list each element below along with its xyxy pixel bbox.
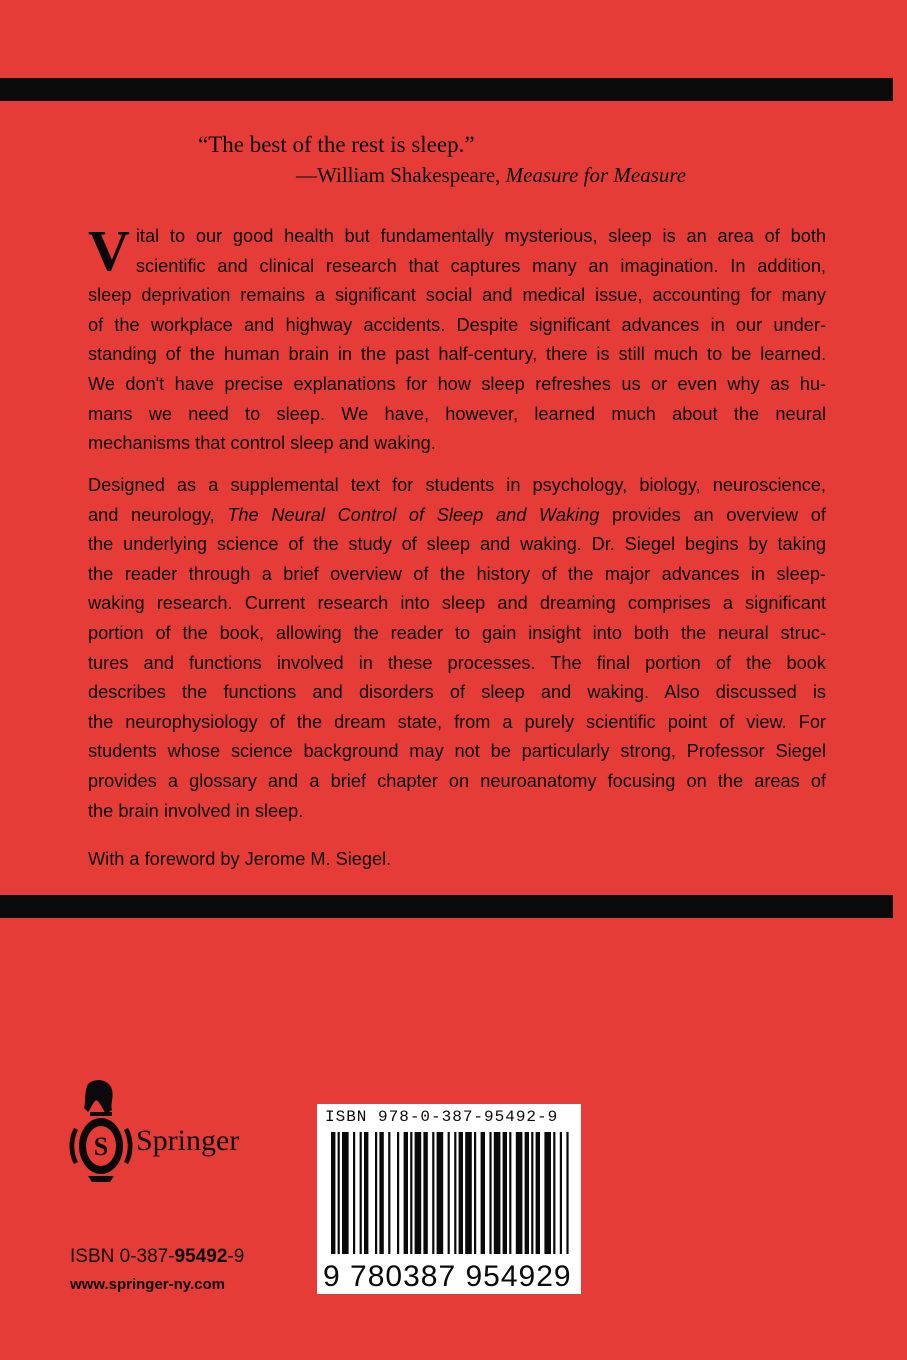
text-line: of the workplace and highway accidents. Despite significant advances in our under- [88,314,826,335]
barcode-bar [531,1132,533,1254]
barcode-bar [489,1132,491,1254]
text-line: standing of the human brain in the past half-century, there is still much to be learned. [88,344,826,365]
barcode-bar [553,1132,555,1254]
barcode-label [317,1104,581,1294]
barcode-bar [525,1132,529,1254]
barcode-bar [536,1132,540,1254]
barcode-bar [481,1132,485,1254]
text-line: and neurology, The Neural Control of Sleep and Waking provides an overview of [88,504,826,525]
text-line: tures and functions involved in these processes. The final portion of the book [88,652,826,673]
publisher-url: www.springer-ny.com [70,1276,226,1293]
book-title: The Neural Control of Sleep and Waking [227,504,600,525]
publisher-name: Springer [136,1124,240,1157]
top-black-band [0,78,893,101]
foreword-line: With a foreword by Jerome M. Siegel. [88,849,392,869]
barcode-bar [415,1132,422,1254]
barcode-digits: 9 780387 954929 [323,1260,572,1293]
barcode-bar [516,1132,523,1254]
epigraph-quote: “The best of the rest is sleep.” [198,132,475,157]
text-line: mechanisms that control sleep and waking. [88,433,436,454]
barcode-bar [404,1132,408,1254]
text-line: the reader through a brief overview of the history of the major advances in sleep- [88,563,826,584]
text-line: sleep deprivation remains a significant social and medical issue, accounting for many [88,285,826,306]
barcode-bar [338,1132,340,1254]
barcode-bar [494,1132,501,1254]
text-line: provides a glossary and a brief chapter on neuroanatomy focusing on the areas of [88,770,826,791]
text-line: ital to our good health but fundamentally mysterious, sleep is an area of both [135,226,826,246]
text-line: portion of the book, allowing the reader to gain insight into both the neural struc- [88,622,826,643]
barcode-bar [437,1132,444,1254]
barcode-bar [342,1132,349,1254]
barcode-bar [331,1132,335,1254]
barcode-bar [454,1132,456,1254]
barcode-bar [432,1132,434,1254]
text-line: waking research. Current research into sleep and dreaming comprises a significant [88,593,826,614]
barcode-bar [465,1132,472,1254]
barcode-bar [423,1132,427,1254]
description-paragraph-2 [88,471,826,826]
description-paragraph-1 [88,218,826,459]
text-line: We don't have precise explanations for how sleep refreshes us or even why as hu- [88,373,826,394]
text-line: the brain involved in sleep. [88,800,304,821]
text-line: scientific and clinical research that captures many an imagination. In addition, [135,255,826,276]
barcode-bar [503,1132,507,1254]
text-line: describes the functions and disorders of sleep and waking. Also discussed is [88,682,826,703]
svg-text:S: S [93,1132,109,1161]
barcode-isbn-13: ISBN 978-0-387-95492-9 [325,1108,559,1126]
text-line: Designed as a supplemental text for students in psychology, biology, neuroscience, [88,475,826,495]
barcode-bar [448,1132,450,1254]
text-line: students whose science background may not be particularly strong, Professor Siegel [88,741,826,762]
barcode-bar [544,1132,551,1254]
barcode-bar [410,1132,412,1254]
epigraph-work: Measure for Measure [505,163,687,187]
springer-knight-logo-icon [66,1078,136,1188]
barcode-bar [364,1132,368,1254]
barcode-bar [360,1132,362,1254]
text-line: the underlying science of the study of sleep and waking. Dr. Siegel begins by taking [88,534,826,555]
barcode-bar [397,1132,399,1254]
middle-black-band [0,895,893,918]
text-line: the neurophysiology of the dream state, from a purely scientific point of view. For [88,711,826,732]
barcode-bar [388,1132,390,1254]
text-line: mans we need to sleep. We have, however, learned much about the neural [88,403,826,424]
barcode-bar [566,1132,568,1254]
barcode-bar [474,1132,476,1254]
isbn-10: ISBN 0-387-95492-9 [70,1246,245,1267]
barcode-bar [379,1132,383,1254]
barcode-bar [459,1132,463,1254]
drop-cap: V [88,218,130,283]
epigraph-attribution: —William Shakespeare, Measure for Measure [296,163,687,187]
barcode-bars [317,1132,581,1262]
barcode-bar [353,1132,355,1254]
barcode-bar [560,1132,562,1254]
barcode-bar [375,1132,377,1254]
barcode-bar [509,1132,511,1254]
